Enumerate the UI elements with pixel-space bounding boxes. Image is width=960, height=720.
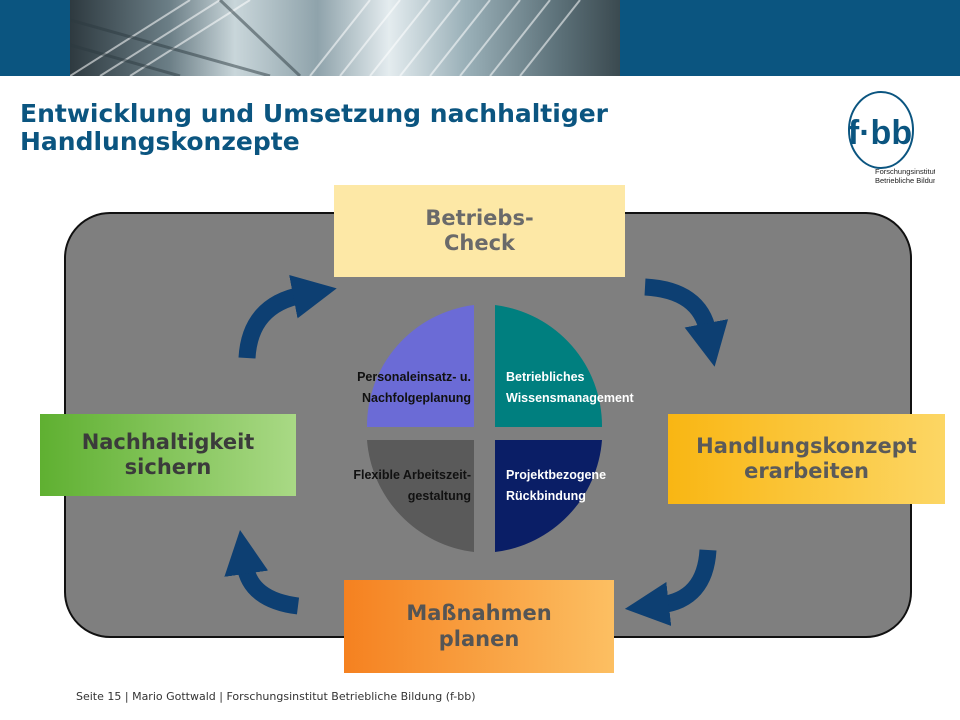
step-betriebs-check: [334, 185, 625, 277]
arrow-to-handlungskonzept-icon: [645, 287, 708, 332]
quadrant-label-personaleinsatz-line-1: Personaleinsatz- u.: [357, 370, 471, 384]
logo-line-1: Forschungsinstitut: [875, 167, 935, 176]
step-betriebs-check-line-1: Betriebs-: [425, 205, 534, 230]
logo-line-2: Betriebliche Bildung: [875, 176, 935, 185]
step-nachhaltigkeit-line-1: Nachhaltigkeit: [81, 429, 255, 454]
quadrant-label-rueckbindung-line-2: Rückbindung: [506, 489, 586, 503]
page-footer: Seite 15 | Mario Gottwald | Forschungsinstitut Betriebliche Bildung (f-bb): [76, 690, 476, 703]
quadrant-label-wissensmanagement-line-1: Betriebliches: [506, 370, 585, 384]
quadrant-label-arbeitszeit: [353, 465, 471, 507]
step-handlungskonzept: [668, 414, 945, 504]
step-betriebs-check-line-2: Check: [443, 231, 516, 255]
quadrant-label-rueckbindung-line-1: Projektbezogene: [506, 468, 607, 482]
quadrant-label-rueckbindung: [506, 465, 606, 507]
quadrant-label-arbeitszeit-line-1: Flexible Arbeitszeit-: [353, 468, 471, 482]
quadrant-label-personaleinsatz-line-2: Nachfolgeplanung: [361, 391, 471, 405]
page-title: Entwicklung und Umsetzung nachhaltiger Handlungskonzepte: [20, 99, 609, 156]
quadrant-label-wissensmanagement-line-2: Wissensmanagement: [506, 391, 634, 405]
logo-mark: f·bb: [847, 114, 913, 152]
quadrant-label-personaleinsatz: [357, 367, 471, 409]
step-massnahmen: [344, 580, 614, 673]
arrow-to-nachhaltigkeit-icon: [245, 565, 298, 606]
step-handlungskonzept-line-1: Handlungskonzept: [696, 433, 917, 458]
step-massnahmen-line-1: Maßnahmen: [406, 601, 552, 626]
quadrant-label-arbeitszeit-line-2: gestaltung: [407, 489, 471, 503]
step-massnahmen-line-2: planen: [438, 626, 520, 651]
step-nachhaltigkeit-line-2: sichern: [124, 455, 212, 479]
arrow-to-betriebscheck-icon: [247, 295, 302, 358]
arrow-to-massnahmen-icon: [660, 550, 708, 605]
step-handlungskonzept-line-2: erarbeiten: [744, 459, 869, 483]
quadrant-label-wissensmanagement: [506, 367, 634, 409]
step-nachhaltigkeit: [40, 414, 296, 496]
